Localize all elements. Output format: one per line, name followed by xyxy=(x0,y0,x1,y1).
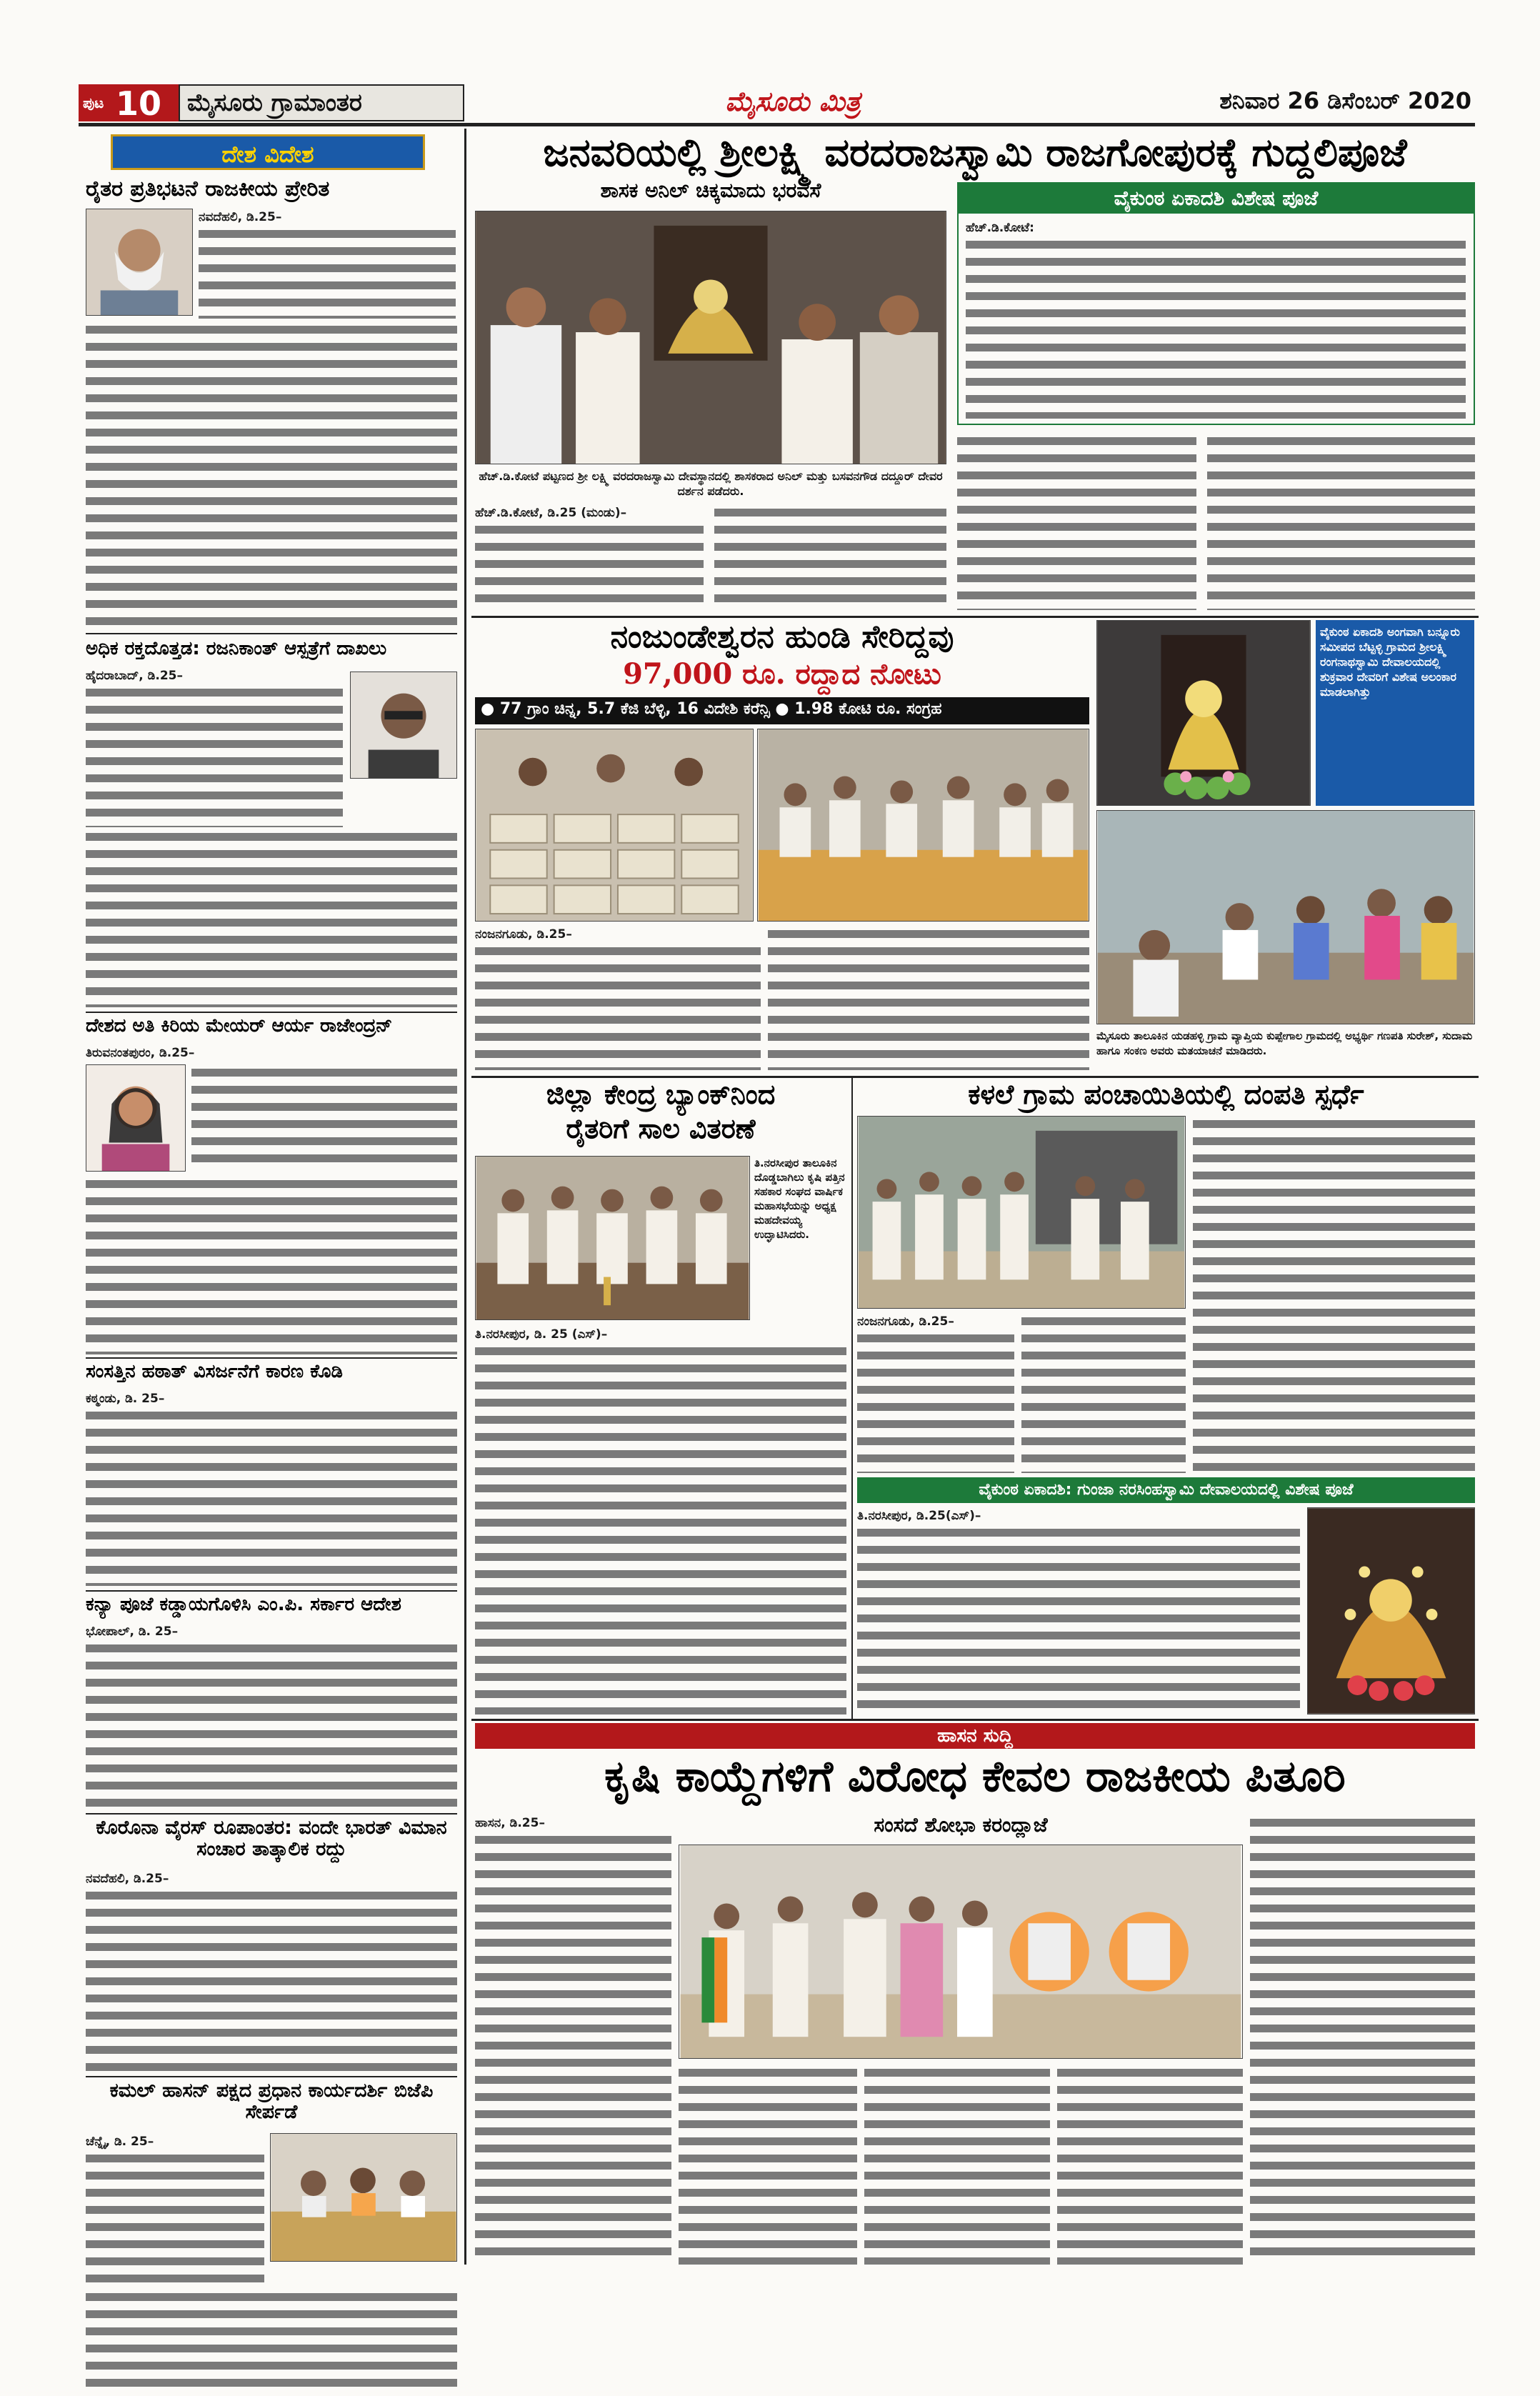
lead-body-col-3 xyxy=(957,433,1196,610)
section-title: ಮೈಸೂರು ಗ್ರಾಮಾಂತರ xyxy=(187,89,362,117)
hassan-headline: ಕೃಷಿ ಕಾಯ್ದೆಗಳಿಗೆ ವಿರೋಧ ಕೇವಲ ರಾಜಕೀಯ ಪಿತೂರಿ xyxy=(604,1752,1346,1802)
vaikuntha-box xyxy=(957,182,1475,425)
hassan-section-text: ಹಾಸನ ಸುದ್ದಿ xyxy=(937,1725,1013,1747)
story-farmers-body-2 xyxy=(86,321,457,629)
temple-decoration-caption: ವೈಕುಂಠ ಏಕಾದಶಿ ಅಂಗವಾಗಿ ಬನ್ನೂರು ಸಮೀಪದ ಬೆಟ್ಟಳ್ಳಿ ಗ್ರಾಮದ ಶ್ರೀಲಕ್ಷ್ಮಿ ರಂಗನಾಥಸ್ವಾಮಿ ದೇವಾಲಯದಲ್ಲಿ ಶುಕ್ರವಾರ ದೇವರಿಗೆ ವಿಶೇಷ ಅಲಂಕಾರ ಮಾಡಲಾಗಿತ್ತು xyxy=(1316,620,1474,806)
story-rajinikanth-body xyxy=(86,684,343,827)
hundi-dateline: ನಂಜನಗೂಡು, ಡಿ.25– xyxy=(475,927,572,942)
hassan-section-banner xyxy=(475,1723,1475,1749)
couple-nomination-photo xyxy=(857,1116,1186,1309)
page-number-box xyxy=(79,84,179,121)
couple-body-col-1 xyxy=(857,1330,1014,1473)
nomination-icon xyxy=(858,1117,1185,1308)
story-farmers-dateline: ನವದೆಹಲಿ, ಡಿ.25– xyxy=(199,210,282,224)
page-number: 10 xyxy=(116,84,162,123)
hassan-subhead: ಸಂಸದೆ ಶೋಭಾ ಕರಂದ್ಲಾಜೆ xyxy=(874,1813,1048,1837)
campaign-photo xyxy=(1096,810,1475,1024)
hassan-body-col-4 xyxy=(1057,2065,1243,2265)
counting-hall-photo xyxy=(757,729,1089,922)
gunja-body xyxy=(857,1524,1300,1714)
story-kamal-haasan-dateline: ಚೆನ್ನೈ, ಡಿ. 25– xyxy=(86,2135,154,2149)
vaikuntha-body xyxy=(966,236,1466,419)
village-campaign-icon xyxy=(1097,811,1474,1024)
story-mayor-body-2 xyxy=(86,1176,457,1354)
lead-body-col-4 xyxy=(1207,433,1475,610)
modi-photo xyxy=(86,209,193,316)
story-kanya-pooja-body xyxy=(86,1640,457,1810)
hundi-body-col-1 xyxy=(475,943,761,1070)
vaikuntha-banner: ವೈಕುಂಠ ಏಕಾದಶಿ ವಿಶೇಷ ಪೂಜೆ xyxy=(959,184,1474,214)
lamp-lighting-icon xyxy=(476,1157,749,1319)
press-meet-photo xyxy=(270,2133,457,2262)
temple-visit-photo xyxy=(475,211,946,464)
issue-date: ಶನಿವಾರ 26 ಡಿಸೆಂಬರ್ 2020 xyxy=(1219,87,1471,114)
hassan-body-col-1 xyxy=(475,1832,671,2265)
currency-bundles-icon xyxy=(476,729,753,921)
lead-body-col-2 xyxy=(714,504,946,610)
lead-body-col-1 xyxy=(475,521,704,610)
story-vande-bharat-dateline: ನವದೆಹಲಿ, ಡಿ.25– xyxy=(86,1872,169,1886)
hundi-bullets: ● 77 ಗ್ರಾಂ ಚಿನ್ನ, 5.7 ಕೆಜಿ ಬೆಳ್ಳಿ, 16 ವಿದೇಶಿ ಕರೆನ್ಸಿ ● 1.98 ಕೋಟಿ ರೂ. ಸಂಗ್ರಹ xyxy=(481,700,942,718)
gunja-deity-photo xyxy=(1307,1507,1475,1714)
rajinikanth-photo xyxy=(350,672,457,779)
tribute-event-icon xyxy=(679,1845,1242,2058)
story-kanya-pooja-dateline: ಭೋಪಾಲ್, ಡಿ. 25– xyxy=(86,1624,179,1639)
temple-visit-icon xyxy=(476,211,946,464)
bank-dateline: ತಿ.ನರಸೀಪುರ, ಡಿ. 25 (ಎಸ್)– xyxy=(475,1327,608,1342)
page-label: ಪುಟ xyxy=(83,94,104,111)
hassan-body-col-3 xyxy=(864,2065,1050,2265)
couple-body-col-2 xyxy=(1021,1313,1186,1473)
story-farmers-body xyxy=(199,226,456,319)
notes-counting-photo xyxy=(475,729,754,922)
couple-dateline: ನಂಜನಗೂಡು, ಡಿ.25– xyxy=(857,1314,954,1329)
couple-headline: ಕಳಲೆ ಗ್ರಾಮ ಪಂಚಾಯಿತಿಯಲ್ಲಿ ದಂಪತಿ ಸ್ಪರ್ಧೆ xyxy=(968,1079,1364,1110)
counting-hall-icon xyxy=(758,729,1089,921)
hassan-dateline: ಹಾಸನ, ಡಿ.25– xyxy=(475,1816,545,1830)
story-kamal-haasan-body xyxy=(86,2150,264,2286)
story-rajinikanth-headline: ಅಧಿಕ ರಕ್ತದೊತ್ತಡ: ರಜನಿಕಾಂತ್ ಆಸ್ಪತ್ರೆಗೆ ದಾಖಲು xyxy=(86,638,387,659)
story-nepal-dateline: ಕಠ್ಮಂಡು, ಡಿ. 25– xyxy=(86,1392,165,1406)
temple-deity-icon xyxy=(1308,1508,1474,1714)
gunja-dateline: ತಿ.ನರಸೀಪುರ, ಡಿ.25(ಎಸ್)– xyxy=(857,1509,981,1523)
hundi-headline: ನಂಜುಂಡೇಶ್ವರನ ಹುಂಡಿ ಸೇರಿದ್ದವು xyxy=(610,619,954,655)
hassan-body-col-5 xyxy=(1250,1815,1475,2265)
lead-dateline: ಹೆಚ್.ಡಿ.ಕೋಟೆ, ಡಿ.25 (ಮಂಡು)– xyxy=(475,506,627,520)
campaign-caption: ಮೈಸೂರು ತಾಲೂಕಿನ ಯಡಹಳ್ಳಿ ಗ್ರಾಮ ವ್ಯಾಪ್ತಿಯ ಕುಪ್ಪೇಗಾಲ ಗ್ರಾಮದಲ್ಲಿ ಅಭ್ಯರ್ಥಿ ಗಣಪತಿ ಸುರೇಶ್, ಸುದಾಮ ಹಾಗೂ ಸಂಕಣ ಅವರು ಮತಯಾಚನೆ ಮಾಡಿದರು. xyxy=(1096,1029,1473,1057)
column-divider-left xyxy=(464,129,466,2265)
story-kanya-pooja-headline: ಕನ್ಯಾ ಪೂಜೆ ಕಡ್ಡಾಯಗೊಳಿಸಿ ಎಂ.ಪಿ. ಸರ್ಕಾರ ಆದೇಶ xyxy=(86,1594,401,1615)
desha-videsha-banner xyxy=(111,134,425,170)
masthead-rule xyxy=(79,123,1475,126)
bank-photo-caption: ತಿ.ನರಸೀಪುರ ತಾಲೂಕಿನ ದೊಡ್ಡಬಾಗಿಲು ಕೃಷಿ ಪತ್ತಿನ ಸಹಕಾರ ಸಂಘದ ವಾರ್ಷಿಕ ಮಹಾಸಭೆಯನ್ನು ಅಧ್ಯಕ್ಷ ಮಹದೇವಯ್ಯ ಉದ್ಘಾಟಿಸಿದರು. xyxy=(754,1157,845,1241)
bank-meeting-photo xyxy=(475,1156,750,1320)
mayor-photo xyxy=(86,1064,186,1172)
paper-name: ಮೈಸೂರು ಮಿತ್ರ xyxy=(725,86,861,117)
section-title-box xyxy=(179,84,464,121)
gunja-banner: ವೈಕುಂಠ ಏಕಾದಶಿ: ಗುಂಜಾ ನರಸಿಂಹಸ್ವಾಮಿ ದೇವಾಲಯದಲ್ಲಿ ವಿಶೇಷ ಪೂಜೆ xyxy=(857,1477,1475,1503)
portrait-icon xyxy=(351,672,456,778)
desha-videsha-text: ದೇಶ ವಿದೇಶ xyxy=(221,141,314,168)
left-column xyxy=(79,129,464,2265)
story-rajinikanth-dateline: ಹೈದರಾಬಾದ್, ಡಿ.25– xyxy=(86,669,184,683)
press-conference-icon xyxy=(271,2134,456,2261)
hundi-headline-red: 97,000 ರೂ. ರದ್ದಾದ ನೋಟು xyxy=(623,657,941,691)
lead-subhead: ಶಾಸಕ ಅನಿಲ್ ಚಿಕ್ಕಮಾದು ಭರವಸೆ xyxy=(600,179,821,202)
lead-photo-caption: ಹೆಚ್.ಡಿ.ಕೋಟೆ ಪಟ್ಟಣದ ಶ್ರೀ ಲಕ್ಷ್ಮಿ ವರದರಾಜಸ್ವಾಮಿ ದೇವಸ್ಥಾನದಲ್ಲಿ ಶಾಸಕರಾದ ಅನಿಲ್ ಮತ್ತು ಬಸವನಗೌಡ ದದ್ದೂರ್ ದೇವರ ದರ್ಶನ ಪಡೆದರು. xyxy=(479,469,943,498)
temple-decoration-photo xyxy=(1096,620,1311,806)
bank-headline-2: ರೈತರಿಗೆ ಸಾಲ ವಿತರಣೆ xyxy=(566,1113,756,1144)
story-mayor-headline: ದೇಶದ ಅತಿ ಕಿರಿಯ ಮೇಯರ್ ಆರ್ಯ ರಾಜೇಂದ್ರನ್ xyxy=(86,1015,393,1037)
vaikuntha-dateline: ಹೆಚ್.ಡಿ.ಕೋಟೆ: xyxy=(966,221,1034,235)
story-mayor-body xyxy=(191,1064,457,1172)
hassan-event-photo xyxy=(679,1845,1243,2059)
portrait-icon xyxy=(86,1065,185,1171)
hundi-body-col-2 xyxy=(768,926,1089,1070)
hassan-body-col-2 xyxy=(679,2065,857,2265)
lead-headline: ಜನವರಿಯಲ್ಲಿ ಶ್ರೀಲಕ್ಷ್ಮಿ ವರದರಾಜಸ್ವಾಮಿ ರಾಜಗೋಪುರಕ್ಕೆ ಗುದ್ದಲಿಪೂಜೆ xyxy=(543,130,1407,175)
bank-body xyxy=(475,1343,846,1714)
story-kamal-haasan-headline: ಕಮಲ್ ಹಾಸನ್ ಪಕ್ಷದ ಪ್ರಧಾನ ಕಾರ್ಯದರ್ಶಿ ಬಿಜೆಪಿ ಸೇರ್ಪಡೆ xyxy=(109,2080,434,2123)
story-mayor-dateline: ತಿರುವನಂತಪುರಂ, ಡಿ.25– xyxy=(86,1046,195,1060)
temple-deity-icon xyxy=(1097,621,1310,805)
hundi-bullet-bar xyxy=(475,697,1089,724)
story-vande-bharat-headline: ಕೊರೊನಾ ವೈರಸ್ ರೂಪಾಂತರ: ವಂದೇ ಭಾರತ್ ವಿಮಾನ ಸಂಚಾರ ತಾತ್ಕಾಲಿಕ ರದ್ದು xyxy=(96,1817,447,1860)
story-kamal-haasan-body-2 xyxy=(86,2289,457,2396)
masthead xyxy=(0,0,1540,129)
story-nepal-body xyxy=(86,1407,457,1586)
couple-body-col-3 xyxy=(1193,1116,1475,1473)
story-farmers-headline: ರೈತರ ಪ್ರತಿಭಟನೆ ರಾಜಕೀಯ ಪ್ರೇರಿತ xyxy=(86,176,330,201)
story-nepal-headline: ಸಂಸತ್ತಿನ ಹಠಾತ್ ವಿಸರ್ಜನೆಗೆ ಕಾರಣ ಕೊಡಿ xyxy=(86,1361,343,1382)
story-vande-bharat-body xyxy=(86,1887,457,2073)
bank-headline-1: ಜಿಲ್ಲಾ ಕೇಂದ್ರ ಬ್ಯಾಂಕ್‌ನಿಂದ xyxy=(546,1079,776,1110)
story-rajinikanth-body-2 xyxy=(86,829,457,1007)
portrait-icon xyxy=(86,209,192,315)
